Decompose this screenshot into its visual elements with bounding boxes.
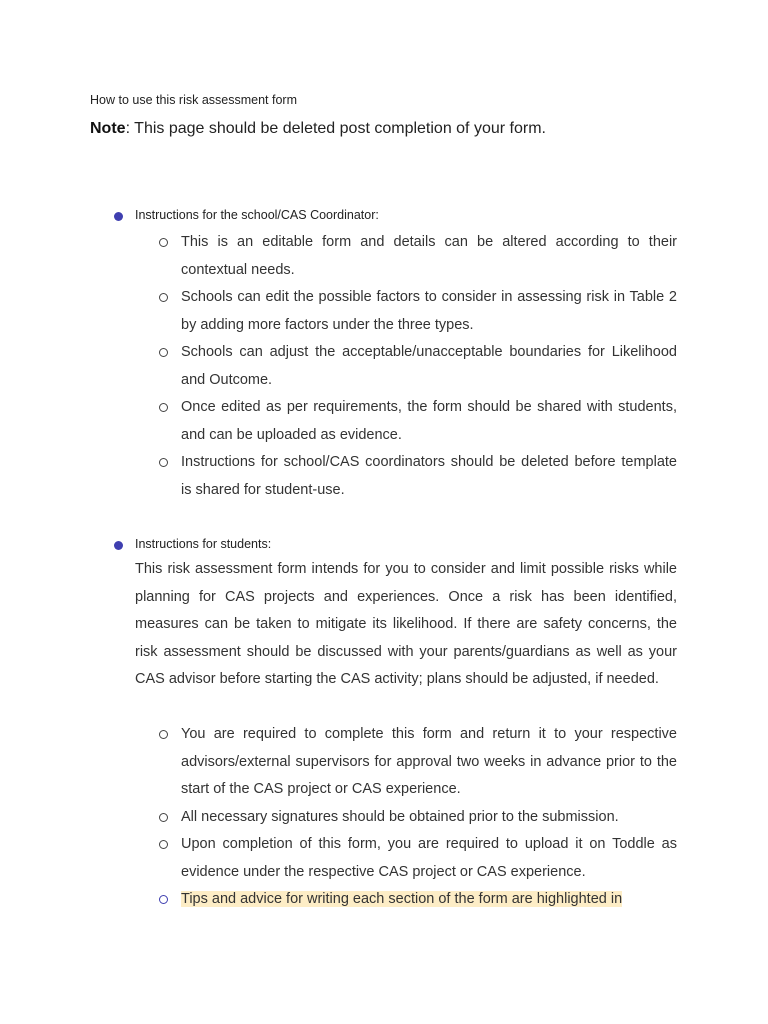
students-heading: Instructions for students: — [114, 537, 271, 551]
circle-bullet-icon — [159, 458, 168, 467]
student-item-highlighted — [159, 886, 677, 914]
coordinator-item: This is an editable form and details can be altered according to their contextual needs. — [159, 229, 677, 284]
note-label: Note — [90, 120, 126, 137]
circle-bullet-icon — [159, 840, 168, 849]
coordinator-heading: Instructions for the school/CAS Coordinator: — [114, 208, 379, 222]
circle-bullet-icon — [159, 238, 168, 247]
deletion-note — [90, 120, 546, 138]
bullet-icon — [114, 212, 123, 221]
circle-bullet-icon — [159, 348, 168, 357]
circle-bullet-icon — [159, 730, 168, 739]
coordinator-item: Schools can adjust the acceptable/unacceptable boundaries for Likelihood and Outcome. — [159, 339, 677, 394]
student-item: All necessary signatures should be obtained prior to the submission. — [159, 804, 677, 832]
note-text: : This page should be deleted post completion of your form. — [125, 120, 546, 137]
student-item: You are required to complete this form and return it to your respective advisors/external supervisors for approval two weeks in advance prior to the start of the CAS project or CAS experience. — [159, 721, 677, 804]
circle-bullet-icon — [159, 895, 168, 904]
coordinator-item: Instructions for school/CAS coordinators should be deleted before template is shared for student-use. — [159, 449, 677, 504]
circle-bullet-icon — [159, 293, 168, 302]
form-usage-title: How to use this risk assessment form — [90, 93, 298, 107]
bullet-icon — [114, 541, 123, 550]
coordinator-item: Once edited as per requirements, the form should be shared with students, and can be uploaded as evidence. — [159, 394, 677, 449]
circle-bullet-icon — [159, 403, 168, 412]
coordinator-item: Schools can edit the possible factors to consider in assessing risk in Table 2 by adding more factors under the three types. — [159, 284, 677, 339]
student-item: Upon completion of this form, you are required to upload it on Toddle as evidence under the respective CAS project or CAS experience. — [159, 831, 677, 886]
students-intro-paragraph: This risk assessment form intends for you to consider and limit possible risks while planning for CAS projects and experiences. Once a risk has been identified, measures can be taken to mitigate its likelihood. If there are safety concerns, the risk assessment should be discussed with your parents/guardians as well as your CAS advisor before starting the CAS activity; plans should be adjusted, if needed. — [135, 561, 677, 687]
highlighted-tip-text: Tips and advice for writing each section of the form are highlighted in — [181, 891, 623, 907]
circle-bullet-icon — [159, 813, 168, 822]
